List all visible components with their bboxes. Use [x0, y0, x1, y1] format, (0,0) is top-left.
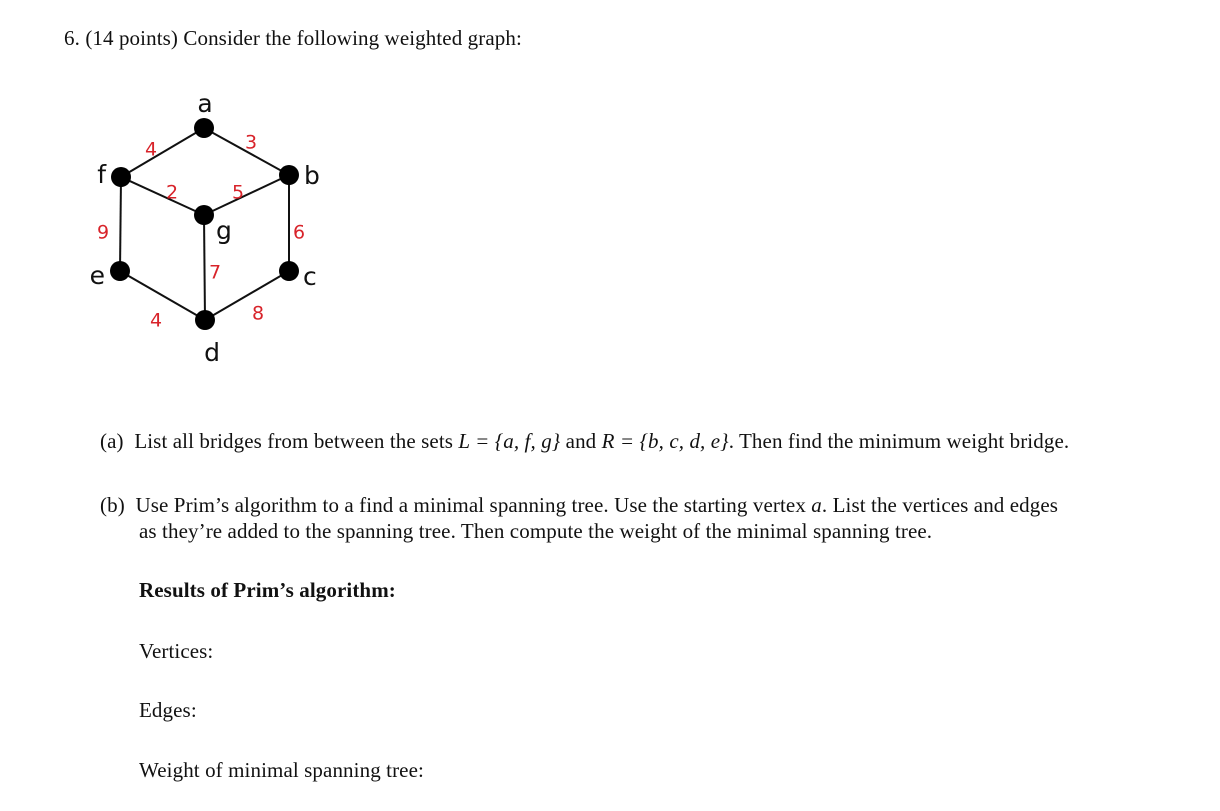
- edge-weight-f-e: 9: [96, 221, 110, 244]
- part-b-line-1: [100, 493, 1058, 518]
- edge-weight-g-d: 7: [208, 261, 222, 284]
- weighted-graph: [0, 0, 1220, 400]
- edge-a-f: [121, 128, 204, 177]
- vertex-d: [195, 310, 215, 330]
- vertex-label-f: f: [97, 160, 106, 189]
- weight-label: Weight of minimal spanning tree:: [139, 758, 424, 782]
- question-points: (14 points): [85, 26, 178, 50]
- vertex-label-d: d: [204, 338, 220, 367]
- part-b-text-1a: Use Prim’s algorithm to a find a minimal spanning tree. Use the starting vertex: [135, 493, 806, 517]
- vertices-label: Vertices:: [139, 639, 214, 663]
- vertex-label-c: c: [303, 262, 317, 291]
- edge-g-b: [204, 175, 289, 215]
- edge-weight-d-c: 8: [251, 302, 265, 325]
- edge-g-d: [204, 215, 205, 320]
- part-b-text-1b: . List the vertices and edges: [821, 493, 1059, 517]
- edge-f-g: [121, 177, 204, 215]
- edges-label: Edges:: [139, 698, 197, 722]
- vertex-c: [279, 261, 299, 281]
- edge-f-e: [120, 177, 121, 271]
- part-b-label: (b): [100, 493, 125, 517]
- edge-weight-a-b: 3: [244, 131, 258, 154]
- set-L: L = {a, f, g}: [458, 429, 561, 453]
- part-a-text-2: and: [565, 429, 597, 453]
- vertex-g: [194, 205, 214, 225]
- edge-weight-g-b: 5: [231, 181, 245, 204]
- vertex-label-a: a: [197, 89, 213, 118]
- question-number: 6.: [64, 26, 80, 50]
- part-a-text-1: List all bridges from between the sets: [134, 429, 454, 453]
- part-a-text-3: . Then find the minimum weight bridge.: [728, 429, 1070, 453]
- part-a-label: (a): [100, 429, 124, 453]
- start-vertex: a: [811, 493, 822, 517]
- vertex-b: [279, 165, 299, 185]
- vertex-e: [110, 261, 130, 281]
- edge-weight-b-c: 6: [292, 221, 306, 244]
- vertex-label-g: g: [216, 216, 232, 245]
- question-prompt: Consider the following weighted graph:: [183, 26, 522, 50]
- part-a: [100, 429, 1069, 454]
- part-b-line-2: [139, 519, 932, 544]
- edge-weight-f-g: 2: [165, 181, 179, 204]
- vertex-label-b: b: [304, 161, 320, 190]
- vertex-a: [194, 118, 214, 138]
- edge-weight-a-f: 4: [144, 138, 158, 161]
- edge-e-d: [120, 271, 205, 320]
- vertex-label-e: e: [89, 261, 105, 290]
- edge-weight-e-d: 4: [149, 309, 163, 332]
- results-heading: Results of Prim’s algorithm:: [139, 578, 396, 602]
- part-b-text-2: as they’re added to the spanning tree. Then compute the weight of the minimal spanning tree.: [139, 519, 933, 543]
- graph-weight-labels: [97, 132, 305, 332]
- set-R: R = {b, c, d, e}: [601, 429, 729, 453]
- vertex-f: [111, 167, 131, 187]
